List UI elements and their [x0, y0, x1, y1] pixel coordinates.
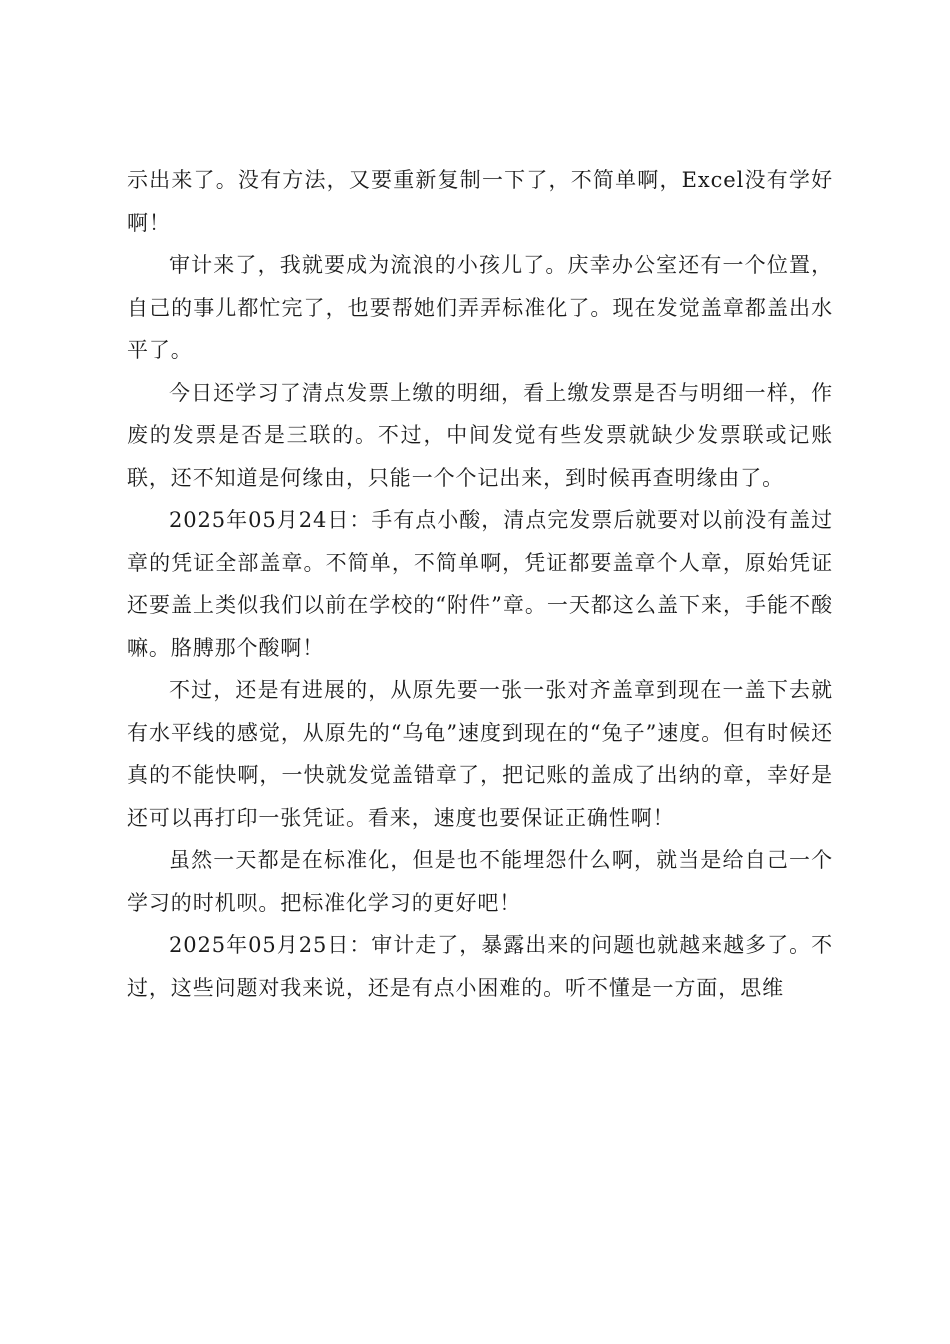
paragraph-entry-0524: 2025年05月24日：手有点小酸，清点完发票后就要对以前没有盖过章的凭证全部盖章。不简单，不简单啊，凭证都要盖章个人章，原始凭证还要盖上类似我们以前在学校的“附件”章。一天都这么盖下来，手能不酸嘛。胳膊那个酸啊！ [127, 508, 833, 660]
body-text [127, 159, 833, 1009]
paragraph-invoice-check: 今日还学习了清点发票上缴的明细，看上缴发票是否与明细一样，作废的发票是否是三联的。不过，中间发觉有些发票就缺少发票联或记账联，还不知道是何缘由，只能一个个记出来，到时候再查明缘由了。 [127, 380, 833, 490]
paragraph-audit-arrival: 审计来了，我就要成为流浪的小孩儿了。庆幸办公室还有一个位置，自己的事儿都忙完了，也要帮她们弄弄标准化了。现在发觉盖章都盖出水平了。 [127, 253, 833, 362]
paragraph-entry-0525: 2025年05月25日：审计走了，暴露出来的问题也就越来越多了。不过，这些问题对我来说，还是有点小困难的。听不懂是一方面，思维 [127, 933, 833, 1000]
paragraph-continued: 示出来了。没有方法，又要重新复制一下了，不简单啊，Excel没有学好啊！ [127, 168, 833, 235]
paragraph-progress: 不过，还是有进展的，从原先要一张一张对齐盖章到现在一盖下去就有水平线的感觉，从原先的“乌龟”速度到现在的“兔子”速度。但有时候还真的不能快啊，一快就发觉盖错章了，把记账的盖成了出纳的章，幸好是还可以再打印一张凭证。看来，速度也要保证正确性啊！ [127, 678, 833, 830]
paragraph-standardization: 虽然一天都是在标准化，但是也不能埋怨什么啊，就当是给自己一个学习的时机呗。把标准化学习的更好吧！ [127, 848, 833, 915]
